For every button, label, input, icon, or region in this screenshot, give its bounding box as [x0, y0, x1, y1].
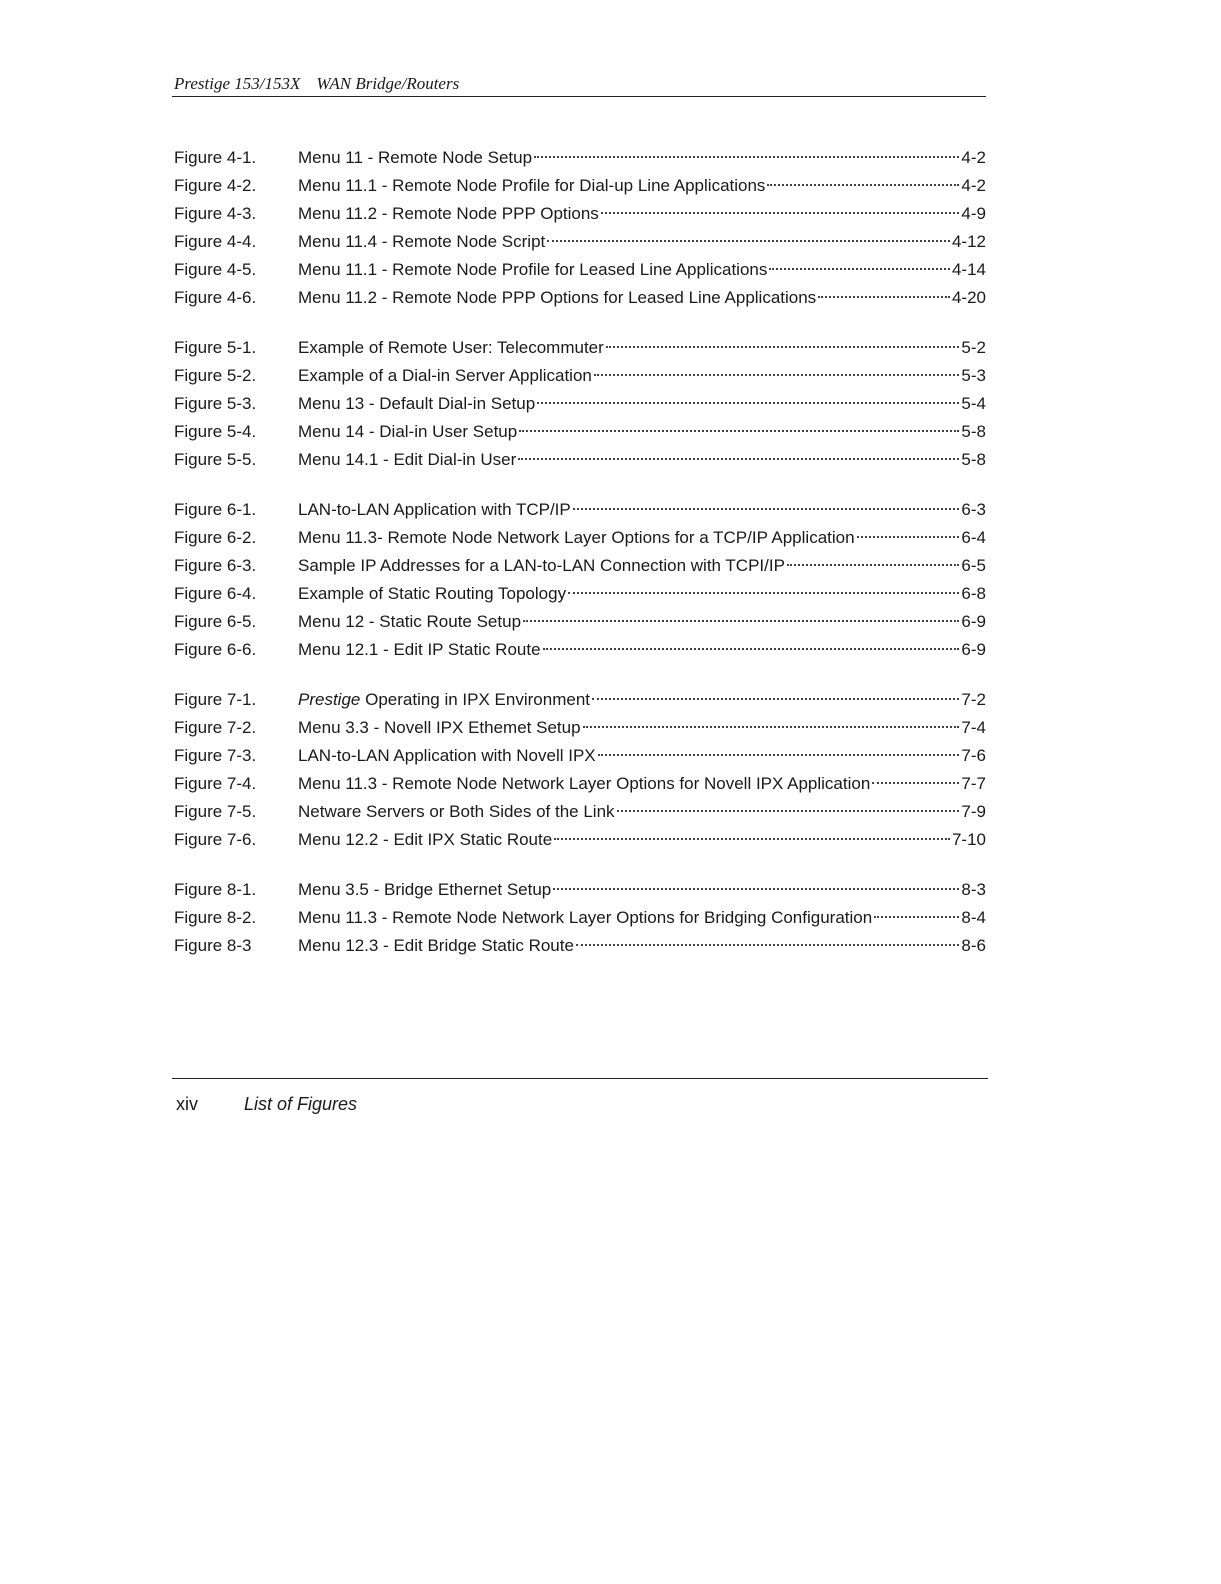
toc-entry[interactable] — [174, 904, 986, 932]
figure-title-text: LAN-to-LAN Application with Novell IPX — [298, 746, 596, 765]
figure-page-number: 7-9 — [961, 802, 986, 821]
figure-title — [298, 390, 535, 418]
figure-label: Figure 8-1. — [174, 880, 257, 899]
figure-page-number: 7-6 — [961, 746, 986, 765]
figure-title — [298, 496, 571, 524]
figure-title — [298, 362, 592, 390]
figure-label: Figure 5-2. — [174, 366, 257, 385]
figure-page-number: 7-2 — [961, 690, 986, 709]
toc-entry[interactable] — [174, 552, 986, 580]
dot-leader — [518, 458, 959, 460]
header-rule — [172, 96, 986, 97]
figure-title — [298, 714, 581, 742]
figure-label: Figure 7-1. — [174, 690, 257, 709]
footer-rule — [172, 1078, 988, 1079]
toc-entry[interactable] — [174, 172, 986, 200]
dot-leader — [534, 156, 959, 158]
toc-entry[interactable] — [174, 770, 986, 798]
dot-leader — [767, 184, 959, 186]
figure-title — [298, 552, 785, 580]
toc-entry[interactable] — [174, 228, 986, 256]
figure-page-number: 4-9 — [961, 204, 986, 223]
figure-group — [174, 334, 986, 474]
figure-title-emphasis: Prestige — [298, 690, 361, 709]
figure-title-text: Menu 11.1 - Remote Node Profile for Leased Line Applications — [298, 260, 768, 279]
footer-page-number: xiv — [176, 1094, 198, 1114]
dot-leader — [601, 212, 960, 214]
figure-title-text: Menu 11 - Remote Node Setup — [298, 148, 533, 167]
figure-label: Figure 6-6. — [174, 640, 257, 659]
footer-section-title: List of Figures — [244, 1094, 358, 1114]
figure-title-text: Example of a Dial-in Server Application — [298, 366, 592, 385]
toc-entry[interactable] — [174, 876, 986, 904]
figure-title-text: Menu 11.2 - Remote Node PPP Options for Leased Line Applications — [298, 288, 817, 307]
dot-leader — [606, 346, 960, 348]
figure-page-number: 4-14 — [951, 260, 986, 279]
dot-leader — [553, 888, 959, 890]
toc-entry[interactable] — [174, 390, 986, 418]
figure-title — [298, 418, 517, 446]
dot-leader — [573, 508, 960, 510]
figure-page-number: 5-3 — [961, 366, 986, 385]
figure-title — [298, 256, 767, 284]
figure-label: Figure 4-6. — [174, 288, 257, 307]
figure-label: Figure 6-4. — [174, 584, 257, 603]
dot-leader — [787, 564, 959, 566]
dot-leader — [598, 754, 960, 756]
dot-leader — [818, 296, 950, 298]
figure-title — [298, 200, 599, 228]
toc-entry[interactable] — [174, 686, 986, 714]
figure-group — [174, 496, 986, 664]
figure-label: Figure 7-4. — [174, 774, 257, 793]
figure-page-number: 5-8 — [961, 450, 986, 469]
figure-title — [298, 228, 545, 256]
dot-leader — [617, 810, 960, 812]
figure-label: Figure 5-3. — [174, 394, 257, 413]
toc-entry[interactable] — [174, 200, 986, 228]
figure-page-number: 4-20 — [951, 288, 986, 307]
toc-entry[interactable] — [174, 636, 986, 664]
figure-label: Figure 8-2. — [174, 908, 257, 927]
figure-title-text: Menu 13 - Default Dial-in Setup — [298, 394, 536, 413]
figure-page-number: 8-3 — [961, 880, 986, 899]
figure-title-text: Operating in IPX Environment — [360, 690, 590, 709]
figure-title-text: Menu 11.3- Remote Node Network Layer Options for a TCP/IP Application — [298, 528, 855, 547]
figure-title — [298, 636, 541, 664]
toc-entry[interactable] — [174, 496, 986, 524]
figure-page-number: 8-4 — [961, 908, 986, 927]
toc-entry[interactable] — [174, 362, 986, 390]
figure-title-text: Menu 14 - Dial-in User Setup — [298, 422, 518, 441]
figure-label: Figure 5-5. — [174, 450, 257, 469]
toc-entry[interactable] — [174, 144, 986, 172]
figure-page-number: 4-2 — [961, 176, 986, 195]
dot-leader — [543, 648, 960, 650]
figure-page-number: 4-2 — [961, 148, 986, 167]
dot-leader — [547, 240, 950, 242]
dot-leader — [568, 592, 959, 594]
figure-page-number: 4-12 — [951, 232, 986, 251]
figure-label: Figure 4-2. — [174, 176, 257, 195]
figure-title-text: Menu 12.3 - Edit Bridge Static Route — [298, 936, 574, 955]
figure-label: Figure 6-3. — [174, 556, 257, 575]
figure-title-text: Menu 11.3 - Remote Node Network Layer Options for Bridging Configuration — [298, 908, 873, 927]
figure-title-text: Example of Remote User: Telecommuter — [298, 338, 604, 357]
dot-leader — [576, 944, 959, 946]
figure-label: Figure 7-6. — [174, 830, 257, 849]
figure-label: Figure 7-2. — [174, 718, 257, 737]
figure-title — [298, 876, 551, 904]
figure-title-text: Example of Static Routing Topology — [298, 584, 567, 603]
figure-page-number: 6-5 — [961, 556, 986, 575]
dot-leader — [537, 402, 959, 404]
dot-leader — [519, 430, 959, 432]
figure-title — [298, 144, 532, 172]
dot-leader — [583, 726, 960, 728]
dot-leader — [594, 374, 960, 376]
figure-label: Figure 5-1. — [174, 338, 257, 357]
toc-entry[interactable] — [174, 798, 986, 826]
toc-entry[interactable] — [174, 524, 986, 552]
figure-title — [298, 798, 615, 826]
figure-label: Figure 7-5. — [174, 802, 257, 821]
figure-page-number: 5-4 — [961, 394, 986, 413]
figure-label: Figure 6-5. — [174, 612, 257, 631]
dot-leader — [769, 268, 950, 270]
figure-label: Figure 4-4. — [174, 232, 257, 251]
figure-page-number: 6-8 — [961, 584, 986, 603]
header-product: Prestige 153/153X — [174, 74, 301, 93]
figure-label: Figure 6-2. — [174, 528, 257, 547]
figure-title-text: Menu 11.3 - Remote Node Network Layer Options for Novell IPX Application — [298, 774, 871, 793]
figure-page-number: 7-4 — [961, 718, 986, 737]
toc-entry[interactable] — [174, 580, 986, 608]
figure-label: Figure 7-3. — [174, 746, 257, 765]
figure-title-text: Menu 11.4 - Remote Node Script — [298, 232, 546, 251]
figure-title — [298, 742, 596, 770]
figure-title — [298, 904, 872, 932]
toc-entry[interactable] — [174, 932, 986, 960]
figure-label: Figure 4-5. — [174, 260, 257, 279]
toc-entry[interactable] — [174, 826, 986, 854]
figure-page-number: 6-9 — [961, 612, 986, 631]
figure-title — [298, 334, 604, 362]
figure-title — [298, 446, 516, 474]
dot-leader — [857, 536, 960, 538]
figure-title — [298, 172, 765, 200]
figure-label: Figure 5-4. — [174, 422, 257, 441]
toc-entry[interactable] — [174, 256, 986, 284]
figure-page-number: 6-4 — [961, 528, 986, 547]
toc-entry[interactable] — [174, 334, 986, 362]
header-subtitle: WAN Bridge/Routers — [316, 74, 460, 93]
figure-group — [174, 144, 986, 312]
figure-page-number: 7-10 — [951, 830, 986, 849]
toc-entry[interactable] — [174, 446, 986, 474]
dot-leader — [872, 782, 959, 784]
figure-page-number: 5-8 — [961, 422, 986, 441]
running-footer — [176, 1094, 357, 1115]
list-of-figures — [174, 144, 986, 982]
figure-title-text: Menu 12.1 - Edit IP Static Route — [298, 640, 541, 659]
figure-title-text: Sample IP Addresses for a LAN-to-LAN Connection with TCPI/IP — [298, 556, 785, 575]
toc-entry[interactable] — [174, 742, 986, 770]
toc-entry[interactable] — [174, 608, 986, 636]
figure-title-text: Menu 11.1 - Remote Node Profile for Dial-up Line Applications — [298, 176, 766, 195]
figure-page-number: 5-2 — [961, 338, 986, 357]
figure-group — [174, 876, 986, 960]
dot-leader — [592, 698, 959, 700]
figure-label: Figure 8-3 — [174, 936, 252, 955]
figure-title-text: Menu 11.2 - Remote Node PPP Options — [298, 204, 599, 223]
dot-leader — [554, 838, 950, 840]
figure-title-text: LAN-to-LAN Application with TCP/IP — [298, 500, 571, 519]
figure-group — [174, 686, 986, 854]
figure-title-text: Menu 3.3 - Novell IPX Ethemet Setup — [298, 718, 581, 737]
dot-leader — [523, 620, 959, 622]
dot-leader — [874, 916, 959, 918]
figure-title — [298, 770, 870, 798]
figure-title — [298, 580, 566, 608]
figure-label: Figure 4-3. — [174, 204, 257, 223]
figure-page-number: 6-9 — [961, 640, 986, 659]
figure-label: Figure 6-1. — [174, 500, 257, 519]
figure-title — [298, 284, 816, 312]
toc-entry[interactable] — [174, 714, 986, 742]
figure-title-text: Menu 12.2 - Edit IPX Static Route — [298, 830, 553, 849]
figure-label: Figure 4-1. — [174, 148, 257, 167]
figure-page-number: 8-6 — [961, 936, 986, 955]
running-header — [174, 74, 459, 94]
figure-title-text: Menu 14.1 - Edit Dial-in User — [298, 450, 517, 469]
figure-title-text: Menu 12 - Static Route Setup — [298, 612, 522, 631]
figure-title — [298, 524, 855, 552]
figure-title-text: Menu 3.5 - Bridge Ethernet Setup — [298, 880, 552, 899]
figure-page-number: 6-3 — [961, 500, 986, 519]
toc-entry[interactable] — [174, 284, 986, 312]
figure-title — [298, 826, 552, 854]
figure-title-text: Netware Servers or Both Sides of the Link — [298, 802, 615, 821]
figure-page-number: 7-7 — [961, 774, 986, 793]
figure-title — [298, 608, 521, 636]
figure-title — [298, 686, 590, 714]
toc-entry[interactable] — [174, 418, 986, 446]
figure-title — [298, 932, 574, 960]
